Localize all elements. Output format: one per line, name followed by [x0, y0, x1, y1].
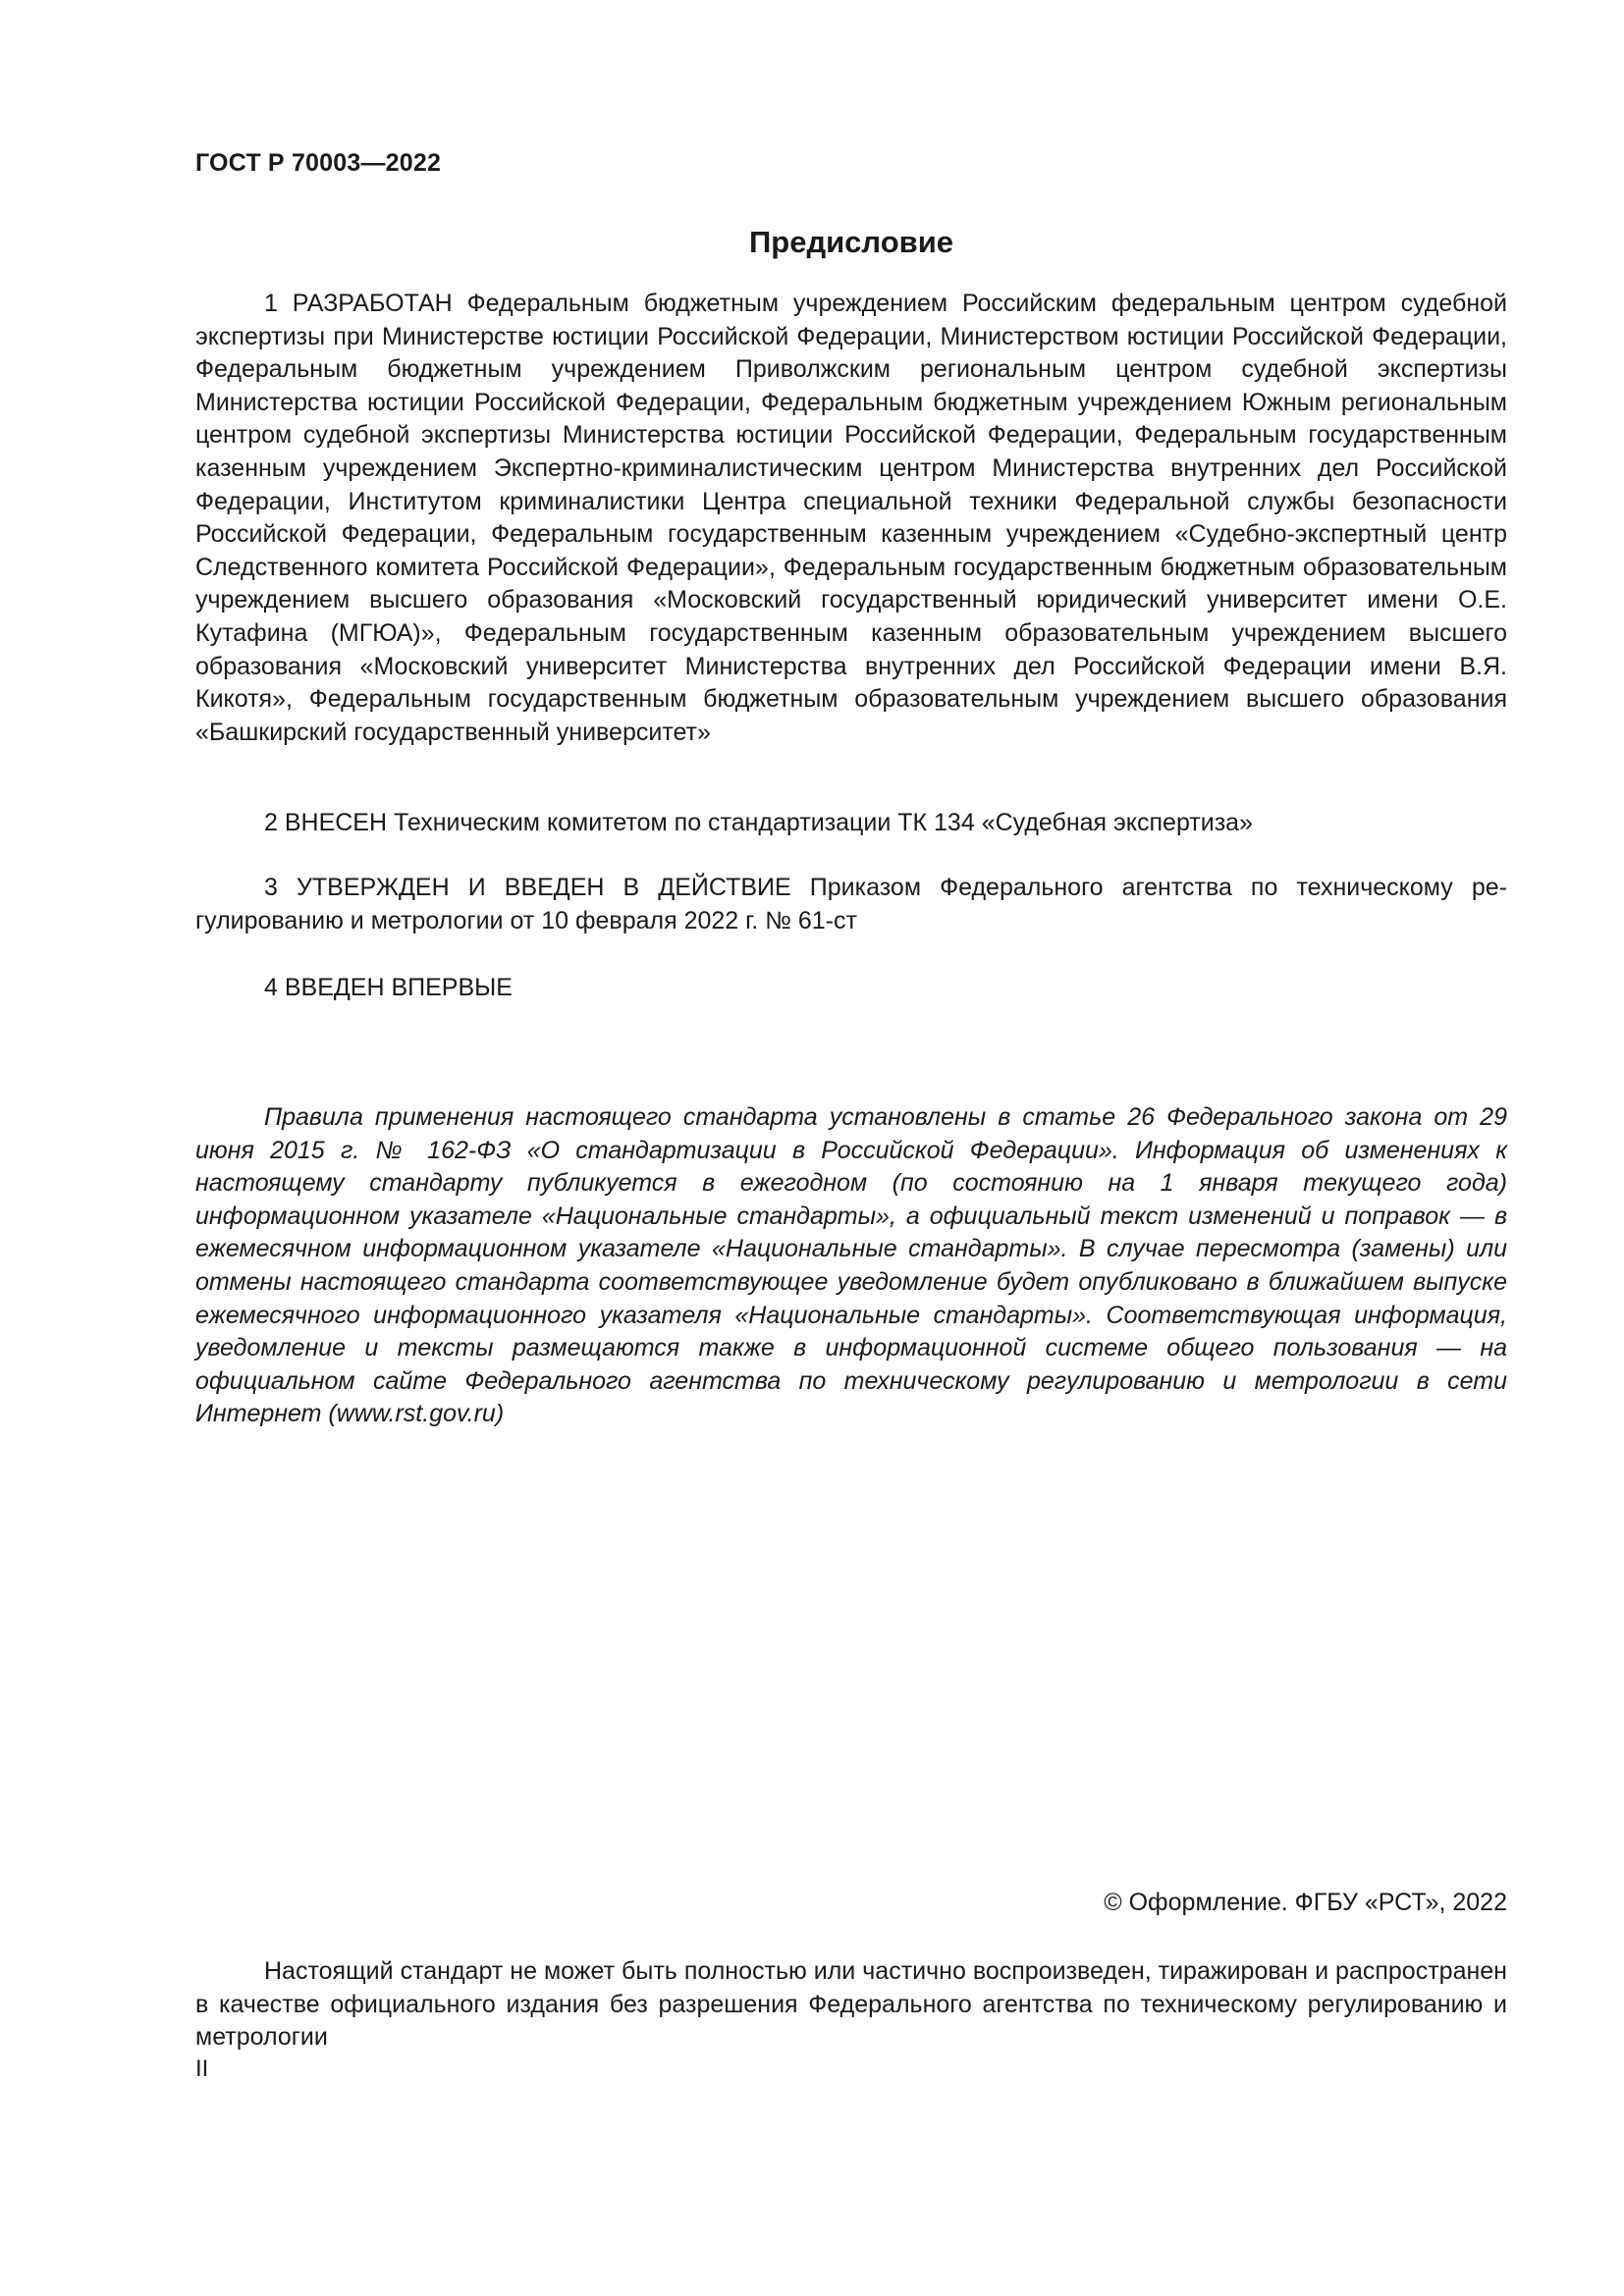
paragraph-developed-by [195, 288, 1507, 749]
paragraph-text: 2 ВНЕСЕН Техническим комитетом по стандартизации ТК 134 «Судебная экспертиза» [264, 809, 1253, 836]
paragraph-text: 1 РАЗРАБОТАН Федеральным бюджетным учреждением Российским федеральным центром судебной экспертизы при Министерстве юстиции Российской Федерации, Министерством юстиции Российской Федерации, Федеральным бюджетным учреждением Приволжским региональным центром судебной экспертизы Министерства юстиции Российской Федерации, Федеральным бюджетным учреждением Южным региональным центром судебной экспертизы Министерства юстиции Российской Федерации, Федеральным государственным казенным учреждением Экспертно-криминалистическим центром Министерства внутренних дел Российской Федерации, Институтом криминалистики Центра специальной техники Федеральной службы безопасности Российской Федерации, Федеральным государственным казенным учреждением «Судебно-экспертный центр Следственного комитета Российской Федерации», Федеральным государственным бюджетным образовательным учреждением высшего образования «Московский государственный юридический университет имени О.Е. Кутафина (МГЮА)», Федеральным государственным казенным образовательным учреждением высшего образования «Московский университет Министерства внутренних дел Российской Федерации имени В.Я. Кикотя», Федеральным государственным бюджетным образовательным учреждением высшего образования «Башкирский государственный университет» [195, 290, 1507, 746]
notice-text: Правила применения настоящего стандарта установлены в статье 26 Федерального закона от 29 июня 2015 г. № 162-ФЗ «О стандартизации в Российской Федерации». Информация об изменениях к настоящему стандарту публикуется в ежегодном (по состоянию на 1 января текущего года) информационном указателе «Национальные стандарты», а официальный текст изменений и поправок — в ежемесячном информационном указателе «Национальные стандарты». В случае пересмотра (замены) или отмены настоящего стандарта соответствующее уведомление будет опубликовано в ближайшем выпуске ежемесячного информационного указателя «Национальные стандарты». Соответствующая информация, уведомление и тексты размещаются также в информационной системе общего пользования — на официальном сайте Федерального агентства по техническому регулированию и метрологии в сети Интернет (www.rst.gov.ru) [195, 1103, 1507, 1428]
paragraph-text: 4 ВВЕДЕН ВПЕРВЫЕ [264, 974, 513, 1001]
reproduction-text: Настоящий стандарт не может быть полностью или частично воспроизведен, тиражирован и распространен в качестве официального издания без разрешения Федерального агентства по техническому регулированию и метрологии [195, 1957, 1507, 2052]
application-rules-notice [195, 1101, 1507, 1431]
standard-code-header: ГОСТ Р 70003—2022 [195, 149, 442, 177]
copyright-line: © Оформление. ФГБУ «РСТ», 2022 [1104, 1889, 1507, 1916]
paragraph-approved [195, 872, 1507, 937]
paragraph-introduced-first [195, 972, 1507, 1005]
reproduction-notice [195, 1955, 1507, 2055]
page-number: II [195, 2056, 209, 2082]
page-title: Предисловие [748, 225, 953, 259]
paragraph-submitted-by [195, 807, 1507, 840]
paragraph-text: 3 УТВЕРЖДЕН И ВВЕДЕН В ДЕЙСТВИЕ Приказом Федерального агентства по техническому регулированию и метрологии от 10 февраля 2022 г. № 61-ст [195, 874, 1507, 934]
